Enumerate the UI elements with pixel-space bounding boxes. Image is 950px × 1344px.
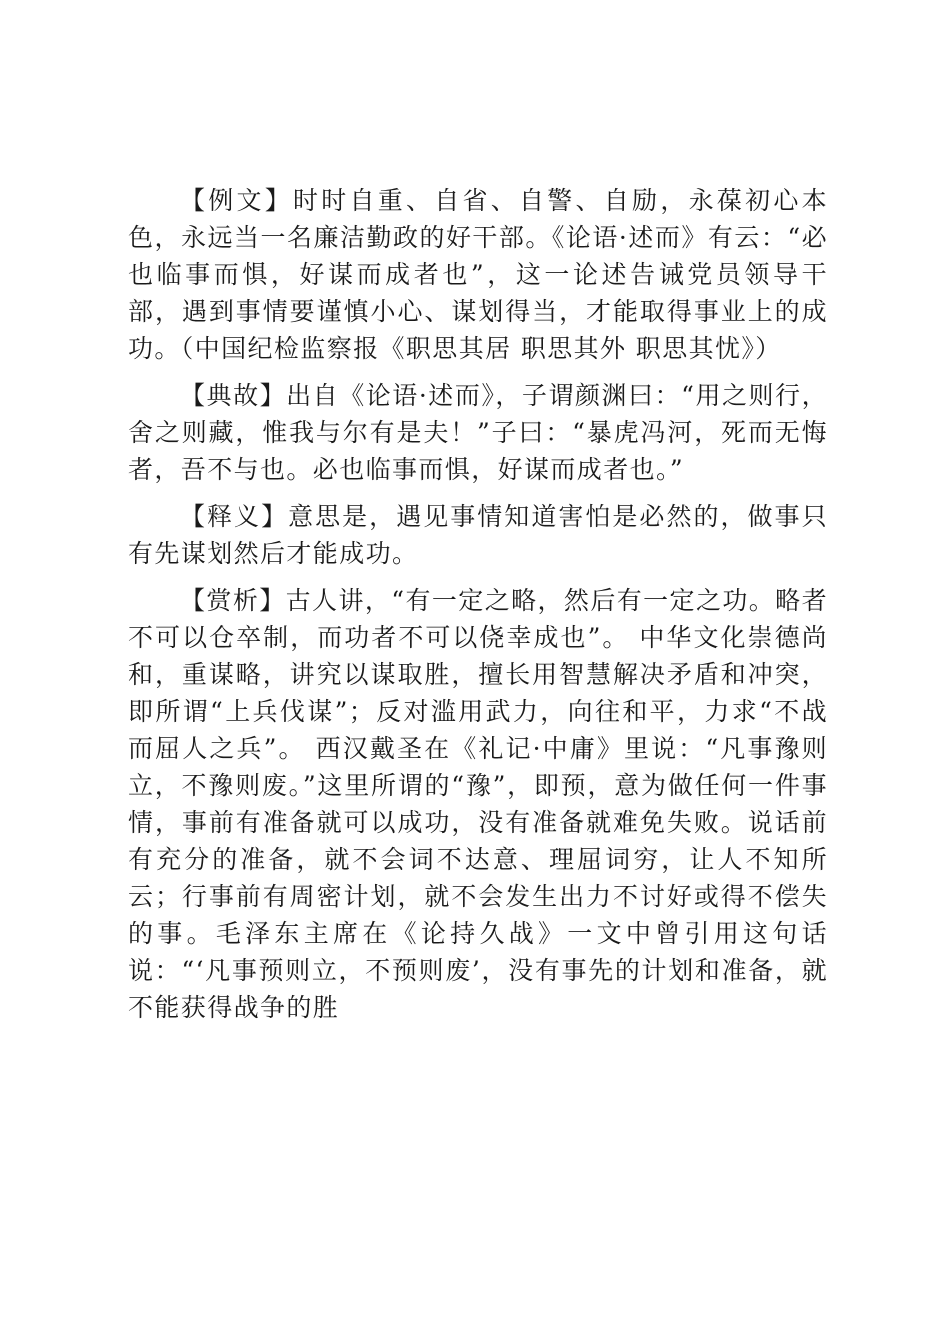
paragraph-example	[128, 182, 828, 367]
paragraph-text: 出自《论语·述而》，子谓颜渊曰：“用之则行，舍之则藏，惟我与尔有是夫！”子曰：“暴虎冯河，死而无悔者，吾不与也。必也临事而惧，好谋而成者也。”	[128, 381, 828, 484]
document-body	[128, 182, 828, 1036]
paragraph-allusion	[128, 377, 828, 488]
paragraph-meaning	[128, 498, 828, 572]
paragraph-tag: 【例文】	[180, 186, 294, 215]
paragraph-text: 时时自重、自省、自警、自励，永葆初心本色，永远当一名廉洁勤政的好干部。《论语·述而》有云：“必也临事而惧，好谋而成者也”，这一论述告诫党员领导干部，遇到事情要谨慎小心、谋划得当，才能取得事业上的成功。（中国纪检监察报《职思其居 职思其外 职思其忧》）	[128, 186, 828, 363]
paragraph-tag: 【释义】	[180, 502, 289, 531]
paragraph-text: 意思是，遇见事情知道害怕是必然的，做事只有先谋划然后才能成功。	[128, 502, 828, 568]
paragraph-tag: 【典故】	[180, 381, 287, 410]
paragraph-text: 古人讲，“有一定之略，然后有一定之功。略者不可以仓卒制，而功者不可以侥幸成也”。 中华文化崇德尚和，重谋略，讲究以谋取胜，擅长用智慧解决矛盾和冲突，即所谓“上兵伐谋”；反对滥用武力，向往和平，力求“不战而屈人之兵”。 西汉戴圣在《礼记·中庸》里说：“凡事豫则立，不豫则废。”这里所谓的“豫”，即预，意为做任何一件事情，事前有准备就可以成功，没有准备就难免失败。说话前有充分的准备，就不会词不达意、理屈词穷，让人不知所云；行事前有周密计划，就不会发生出力不讨好或得不偿失的事。毛泽东主席在《论持久战》一文中曾引用这句话说：“‘凡事预则立，不预则废’，没有事先的计划和准备，就不能获得战争的胜	[128, 586, 828, 1022]
paragraph-tag: 【赏析】	[180, 586, 286, 615]
paragraph-appreciation	[128, 582, 828, 1026]
